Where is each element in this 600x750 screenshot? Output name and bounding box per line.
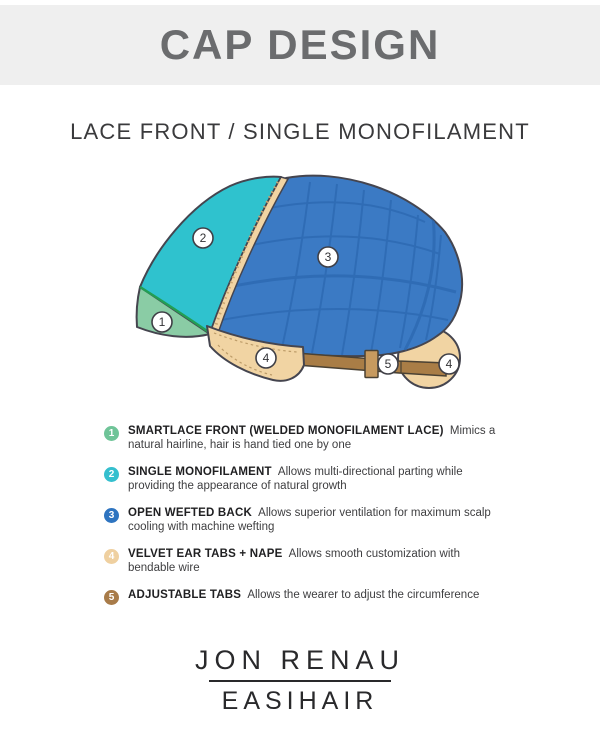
legend-item-number-badge: 3 xyxy=(104,508,119,523)
legend-item-number-badge: 5 xyxy=(104,590,119,605)
callout-2 xyxy=(193,228,213,248)
legend-item-label: VELVET EAR TABS + NAPE xyxy=(128,548,283,560)
legend-item xyxy=(104,465,502,493)
legend-item-number-badge: 2 xyxy=(104,467,119,482)
legend-item xyxy=(104,506,502,534)
page-title: CAP DESIGN xyxy=(159,21,441,68)
legend-item-description: Allows superior ventilation for maximum scalp cooling with machine wefting xyxy=(128,507,491,533)
svg-text:3: 3 xyxy=(324,250,332,264)
legend-item-label: OPEN WEFTED BACK xyxy=(128,507,252,519)
legend-item-number-badge: 1 xyxy=(104,426,119,441)
legend-item xyxy=(104,588,502,605)
strap-buckle xyxy=(365,351,378,378)
brand-secondary: EASIHAIR xyxy=(221,687,379,715)
brand-primary: JON RENAU xyxy=(194,645,405,675)
legend-item-description: Mimics a natural hairline, hair is hand tied one by one xyxy=(128,425,496,451)
svg-text:2: 2 xyxy=(199,231,207,245)
brand-logo xyxy=(0,645,600,716)
svg-text:5: 5 xyxy=(384,357,392,371)
subtitle: LACE FRONT / SINGLE MONOFILAMENT xyxy=(70,119,530,144)
brand-divider xyxy=(209,680,391,682)
legend-item xyxy=(104,424,502,452)
legend-item xyxy=(104,547,502,575)
cap-diagram xyxy=(100,170,500,410)
legend-item-description: Allows smooth customization with bendable wire xyxy=(128,548,460,574)
callout-3 xyxy=(318,247,338,267)
svg-text:1: 1 xyxy=(158,315,166,329)
legend-item-number-badge: 4 xyxy=(104,549,119,564)
legend-item-label: SMARTLACE FRONT (WELDED MONOFILAMENT LACE) xyxy=(128,425,444,437)
callout-5 xyxy=(378,354,398,374)
legend xyxy=(104,424,502,618)
header-band xyxy=(0,5,600,85)
svg-text:4: 4 xyxy=(445,357,453,371)
svg-text:4: 4 xyxy=(262,351,270,365)
callout-1 xyxy=(152,312,172,332)
legend-item-description: Allows multi-directional parting while providing the appearance of natural growth xyxy=(128,466,463,492)
callout-4-back xyxy=(439,354,459,374)
callout-4-front xyxy=(256,348,276,368)
legend-item-label: SINGLE MONOFILAMENT xyxy=(128,466,272,478)
legend-item-description: Allows the wearer to adjust the circumference xyxy=(247,589,480,601)
legend-item-label: ADJUSTABLE TABS xyxy=(128,589,242,601)
